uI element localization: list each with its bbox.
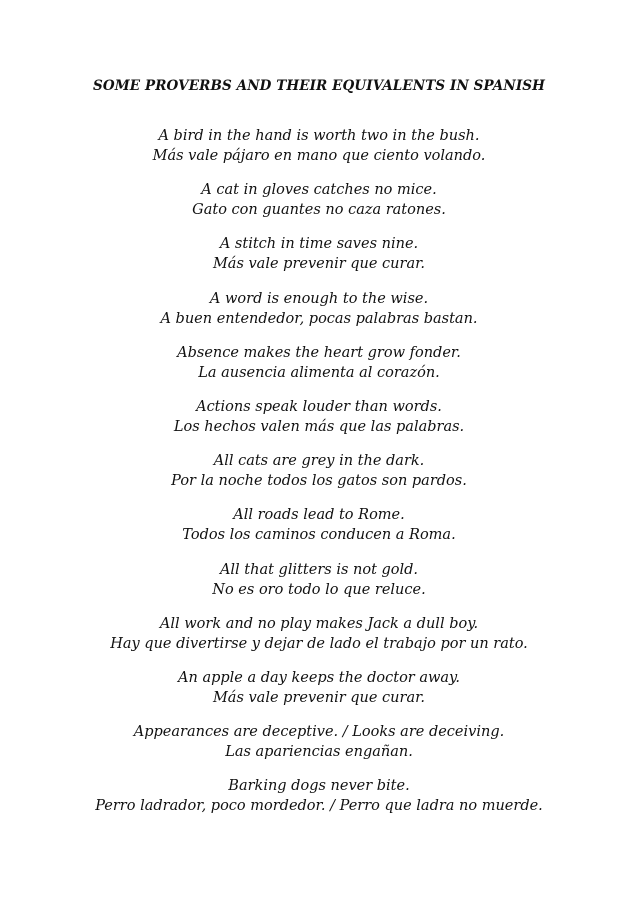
proverb-spanish: Más vale prevenir que curar. xyxy=(212,256,426,273)
proverb-english: A word is enough to the wise. xyxy=(209,290,429,307)
proverb-english: Appearances are deceptive. / Looks are deceiving. xyxy=(133,724,505,741)
proverb-spanish: Gato con guantes no caza ratones. xyxy=(192,202,446,219)
proverb-spanish: A buen entendedor, pocas palabras bastan. xyxy=(160,310,478,327)
proverb-spanish: Hay que divertirse y dejar de lado el trabajo por un rato. xyxy=(110,635,528,652)
proverb-item xyxy=(0,614,638,654)
proverb-english: An apple a day keeps the doctor away. xyxy=(178,669,460,686)
proverb-english: A bird in the hand is worth two in the bush. xyxy=(158,128,480,144)
proverb-english: Barking dogs never bite. xyxy=(228,778,410,795)
proverb-item xyxy=(0,722,638,762)
proverb-item xyxy=(0,180,638,220)
proverb-item xyxy=(0,451,638,491)
proverb-english: All that glitters is not gold. xyxy=(219,561,419,578)
proverb-spanish: Más vale prevenir que curar. xyxy=(212,689,426,706)
proverb-item xyxy=(0,668,638,708)
proverb-english: All cats are grey in the dark. xyxy=(213,453,425,470)
proverb-english: Actions speak louder than words. xyxy=(196,398,442,415)
proverb-item xyxy=(0,126,638,166)
proverb-item xyxy=(0,505,638,545)
proverb-spanish: Por la noche todos los gatos son pardos. xyxy=(171,473,467,490)
proverb-english: All work and no play makes Jack a dull boy. xyxy=(159,615,479,632)
proverb-spanish: Más vale pájaro en mano que ciento volando. xyxy=(152,148,486,164)
proverb-spanish: Las apariencias engañan. xyxy=(225,744,413,761)
proverb-spanish: Todos los caminos conducen a Roma. xyxy=(182,527,456,544)
proverb-item xyxy=(0,560,638,600)
proverb-item xyxy=(0,234,638,274)
proverb-english: A stitch in time saves nine. xyxy=(219,236,419,253)
proverb-item xyxy=(0,776,638,816)
proverb-spanish: Los hechos valen más que las palabras. xyxy=(173,418,465,435)
proverb-spanish: Perro ladrador, poco mordedor. / Perro que ladra no muerde. xyxy=(95,798,543,815)
proverb-item xyxy=(0,343,638,383)
proverb-english: All roads lead to Rome. xyxy=(233,507,405,524)
proverb-item xyxy=(0,289,638,329)
page-title: SOME PROVERBS AND THEIR EQUIVALENTS IN SPANISH xyxy=(93,78,545,94)
proverb-spanish: La ausencia alimenta al corazón. xyxy=(198,364,440,381)
proverb-english: A cat in gloves catches no mice. xyxy=(201,182,437,199)
proverb-item xyxy=(0,397,638,437)
proverb-spanish: No es oro todo lo que reluce. xyxy=(212,581,426,598)
proverb-list xyxy=(0,126,638,830)
proverb-english: Absence makes the heart grow fonder. xyxy=(177,344,461,361)
